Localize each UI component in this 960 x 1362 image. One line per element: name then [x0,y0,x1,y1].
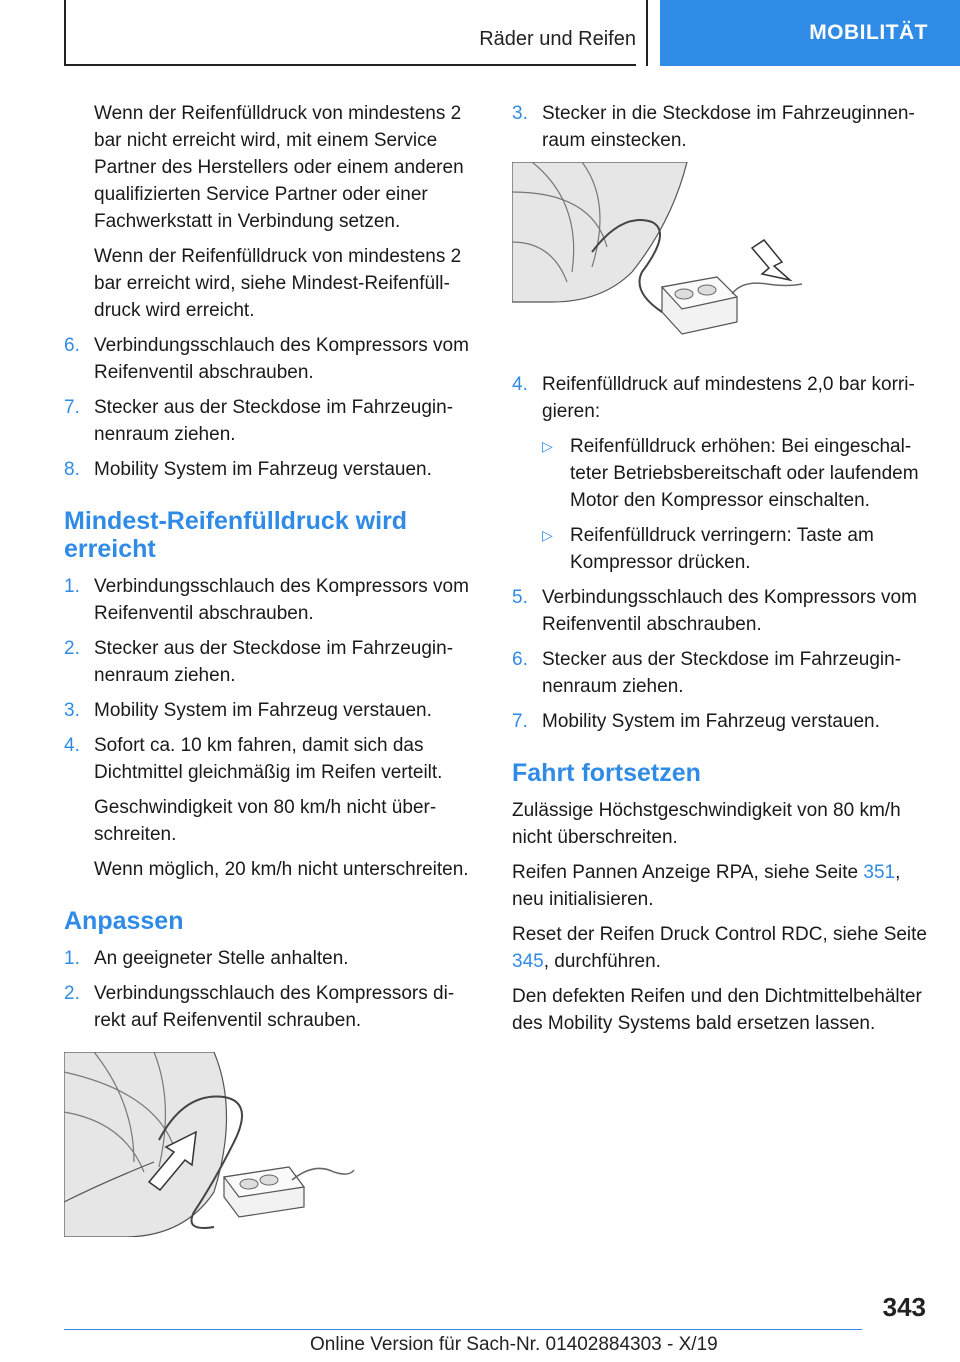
list-item [64,573,474,627]
triangle-bullet-icon: ▷ [542,438,553,454]
list-item [542,433,932,514]
replace-paragraph: Den defekten Reifen und den Dichtmittelbehälter des Mobility Systems bald ersetzen lassen. [512,986,922,1034]
list-item [64,980,474,1034]
step-text: Stecker aus der Steckdose im Fahrzeuginnenraum ziehen. [94,397,454,445]
intro-paragraph-2: Wenn der Reifenfülldruck von mindestens 2 bar erreicht wird, siehe Mindest-Reifenfülldruck wird erreicht. [94,246,462,321]
bullet-text: Reifenfülldruck verringern: Taste am Kompressor drücken. [570,525,874,573]
step-number: 3. [64,700,80,721]
list-item [64,732,474,786]
rpa-text-pre: Reifen Pannen Anzeige RPA, siehe Seite [512,862,864,883]
left-column [64,100,474,1237]
step-number: 7. [64,397,80,418]
step-text: An geeigneter Stelle anhalten. [94,948,349,969]
rpa-text-post: , neu initialisieren. [512,862,901,910]
step-text: Verbindungsschlauch des Kompressors direkt auf Reifenventil schrauben. [94,983,455,1031]
step-text: Reifenfülldruck auf mindestens 2,0 bar korrigieren: [542,374,915,422]
step-text: Stecker aus der Steckdose im Fahrzeuginnenraum ziehen. [94,638,454,686]
rdc-paragraph [512,921,932,975]
section-heading-continue: Fahrt fortsetzen [512,759,701,787]
header-section-title: Räder und Reifen [479,28,636,50]
list-item [512,646,932,700]
footer-online-version: Online Version für Sach-Nr. 01402884303 - X/19 [310,1334,718,1355]
step-number: 3. [512,103,528,124]
step-text: Verbindungsschlauch des Kompressors vom Reifenventil abschrauben. [542,587,917,635]
step-number: 1. [64,576,80,597]
chapter-label: MOBILITÄT [809,21,928,44]
speed-note-1: Geschwindigkeit von 80 km/h nicht überschreiten. [94,797,437,845]
list-item [512,708,932,735]
triangle-bullet-icon: ▷ [542,527,553,543]
list-item [542,522,932,576]
right-column [512,100,932,1045]
step-number: 2. [64,983,80,1004]
speed-note-2: Wenn möglich, 20 km/h nicht unterschreiten. [94,859,469,880]
list-item [64,635,474,689]
header-right-rule [646,0,648,66]
plug-into-socket-illustration [512,162,812,347]
list-item [64,945,474,972]
step-text: Stecker in die Steckdose im Fahrzeuginnenraum einstecken. [542,103,915,151]
step-number: 4. [512,374,528,395]
compressor-on-wheel-illustration [64,1052,364,1237]
section-heading-min-pressure: Mindest-Reifenfülldruck wird erreicht [64,507,408,563]
step-number: 1. [64,948,80,969]
list-item [512,100,932,154]
list-item [64,697,474,724]
step-text: Stecker aus der Steckdose im Fahrzeuginnenraum ziehen. [542,649,902,697]
step-text: Mobility System im Fahrzeug verstauen. [94,700,432,721]
step-number: 5. [512,587,528,608]
step-text: Mobility System im Fahrzeug verstauen. [94,459,432,480]
step-number: 8. [64,459,80,480]
rpa-paragraph [512,859,932,913]
list-item [512,584,932,638]
page-link-345[interactable]: 345 [512,951,544,972]
step-text: Verbindungsschlauch des Kompressors vom Reifenventil abschrauben. [94,576,469,624]
list-item [64,394,474,448]
rdc-text-post: , durchführen. [543,951,661,972]
speed-limit-paragraph: Zulässige Höchstgeschwindigkeit von 80 km/h nicht überschreiten. [512,800,901,848]
step-text: Verbindungsschlauch des Kompressors vom Reifenventil abschrauben. [94,335,469,383]
page-link-351[interactable]: 351 [863,862,896,883]
list-item [512,371,932,425]
rdc-text-pre: Reset der Reifen Druck Control RDC, siehe Seite [512,924,928,945]
list-item [64,332,474,386]
section-heading-adjust: Anpassen [64,907,184,935]
header-chapter-tab [660,0,960,66]
header-left-rule [64,0,66,66]
step-number: 6. [64,335,80,356]
step-number: 4. [64,735,80,756]
page-number: 343 [882,1292,926,1322]
step-text: Mobility System im Fahrzeug verstauen. [542,711,880,732]
step-text: Sofort ca. 10 km fahren, damit sich das Dichtmittel gleichmäßig im Reifen verteilt. [94,735,443,783]
step-number: 2. [64,638,80,659]
step-number: 7. [512,711,528,732]
intro-paragraph-1: Wenn der Reifenfülldruck von mindestens 2 bar nicht erreicht wird, mit einem Service Partner des Herstellers oder einem anderen qualifizierten Service Partner oder einer Fachwerkstatt in Verbindung setzen. [94,103,464,232]
step-number: 6. [512,649,528,670]
header-rule [64,64,636,66]
footer-rule [64,1329,862,1330]
list-item [64,456,474,483]
bullet-text: Reifenfülldruck erhöhen: Bei eingeschalteter Betriebsbereitschaft oder laufendem Motor den Kompressor einschalten. [570,436,919,511]
